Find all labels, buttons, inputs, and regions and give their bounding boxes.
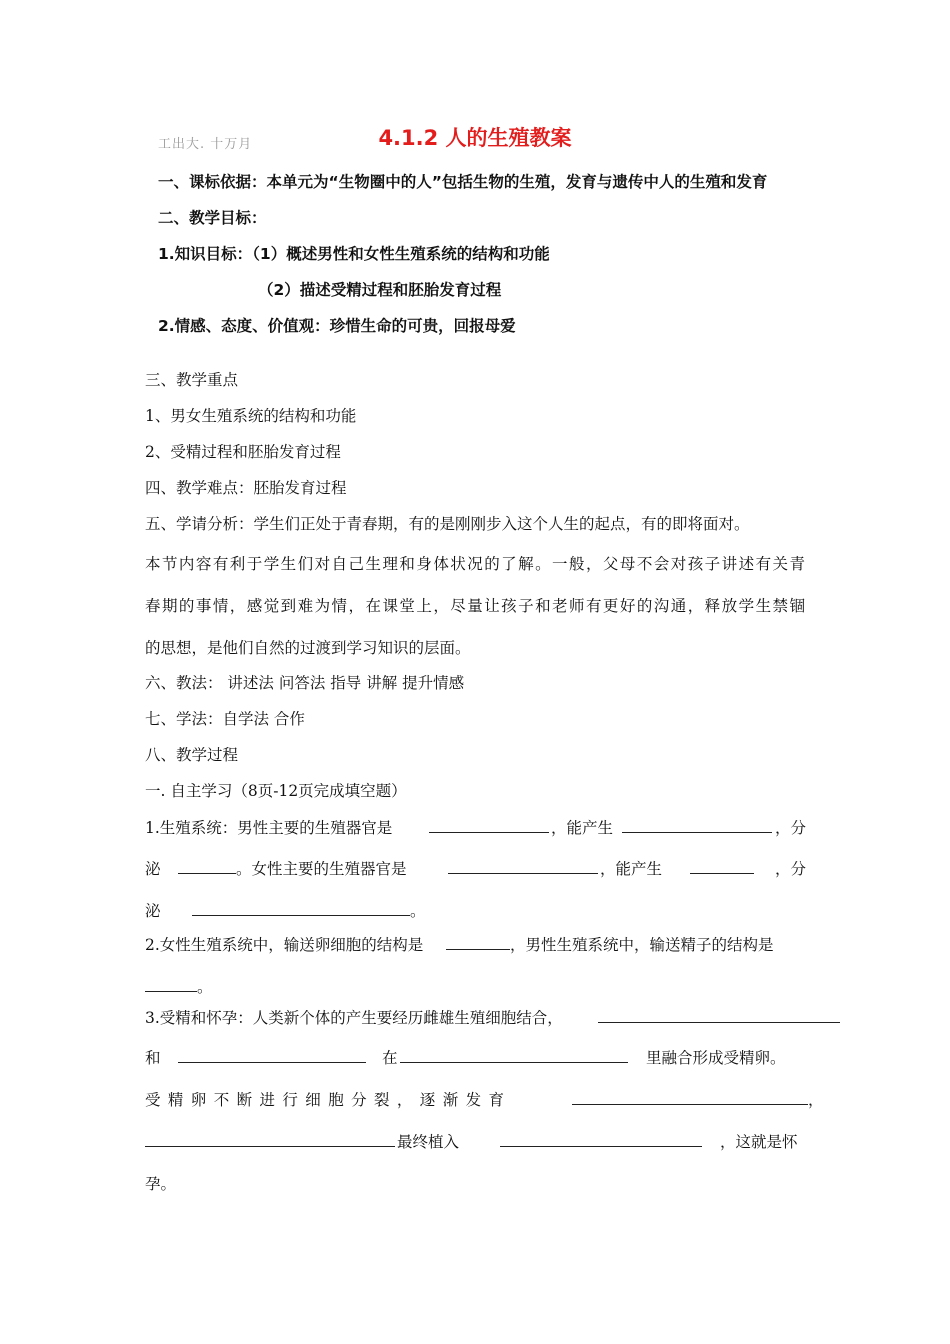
q3-blank-5[interactable] [145,1129,395,1147]
q1-text-d: 泌 [145,860,161,878]
analysis-line-4: 的思想，是他们自然的过渡到学习知识的层面。 [145,639,471,657]
q2-text-a: 2.女性生殖系统中，输送卵细胞的结构是 [145,936,424,954]
q3-blank-3[interactable] [400,1045,628,1063]
q1-blank-female-secrete[interactable] [192,898,410,916]
key-point-1: 1、男女生殖系统的结构和功能 [145,407,357,425]
q3-text-c: 在 [382,1049,398,1067]
q3-blank-1[interactable] [598,1005,840,1023]
page-title: 4.1.2 人的生殖教案 [378,126,572,150]
teaching-goals-heading: 二、教学目标： [158,209,267,227]
goal-knowledge-2: （2）描述受精过程和胚胎发育过程 [258,281,502,299]
analysis-line-2: 本节内容有利于学生们对自己生理和身体状况的了解。一般，父母不会对孩子讲述有关青 [145,555,805,573]
q3-text-f: ， [808,1091,824,1109]
q1-text-c: ，分 [775,819,807,837]
self-study: 一. 自主学习（8页-12页完成填空题） [145,782,407,800]
analysis-line-3: 春期的事情，感觉到难为情，在课堂上，尽量让孩子和老师有更好的沟通，释放学生禁锢 [145,597,805,615]
q3-text-a: 3.受精和怀孕：人类新个体的产生要经历雌雄生殖细胞结合， [145,1009,563,1027]
q3-text-b: 和 [145,1049,161,1067]
q3-text-d: 里融合形成受精卵。 [646,1049,786,1067]
q3-text-h: ，这就是怀 [720,1133,798,1151]
q2-blank-oviduct[interactable] [446,932,510,950]
q3-blank-2[interactable] [178,1045,366,1063]
q3-text-e: 受精卵不断进行细胞分裂，逐渐发育 [145,1091,512,1109]
q1-text-h: 泌 [145,902,161,920]
q2-text-b: ，男性生殖系统中，输送精子的结构是 [510,936,774,954]
key-point-2: 2、受精过程和胚胎发育过程 [145,443,341,461]
ghost-header-text: 工出大. 十万月 [158,137,253,152]
q1-line-1 [145,816,392,838]
goal-emotion: 2.情感、态度、价值观：珍惜生命的可贵，回报母爱 [158,317,516,335]
q2-blank-vas-deferens[interactable] [145,974,197,992]
q3-text-i: 孕。 [145,1175,177,1193]
q1-blank-male-produce[interactable] [622,815,772,833]
q1-text-f: ，能产生 [600,860,663,878]
process-heading: 八、教学过程 [145,746,239,764]
q1-blank-female-produce[interactable] [690,856,754,874]
q3-blank-6[interactable] [500,1129,702,1147]
curriculum-basis: 一、课标依据：本单元为“生物圈中的人”包括生物的生殖，发育与遗传中人的生殖和发育 [158,173,768,191]
q1-text-e: 。女性主要的生殖器官是 [236,860,407,878]
q3-text-g: 最终植入 [397,1133,460,1151]
q3-blank-4[interactable] [572,1087,808,1105]
analysis-line-1: 五、学请分析：学生们正处于青春期，有的是刚刚步入这个人生的起点，有的即将面对。 [145,515,750,533]
key-points-heading: 三、教学重点 [145,371,239,389]
q1-blank-female-organ[interactable] [448,856,598,874]
goal-knowledge-1: 1.知识目标：（1）概述男性和女性生殖系统的结构和功能 [158,245,550,263]
q1-text-i: 。 [410,902,426,920]
q1-blank-male-secrete[interactable] [178,856,236,874]
q1-text-b: ，能产生 [551,819,614,837]
difficulty: 四、教学难点：胚胎发育过程 [145,479,347,497]
q1-text-a: 1.生殖系统：男性主要的生殖器官是 [145,819,393,837]
learning-methods: 七、学法：自学法 合作 [145,710,305,728]
q1-blank-male-organ[interactable] [429,815,549,833]
q2-text-c: 。 [197,978,213,996]
teaching-methods: 六、教法： 讲述法 问答法 指导 讲解 提升情感 [145,674,465,692]
q1-text-g: ，分 [775,860,807,878]
